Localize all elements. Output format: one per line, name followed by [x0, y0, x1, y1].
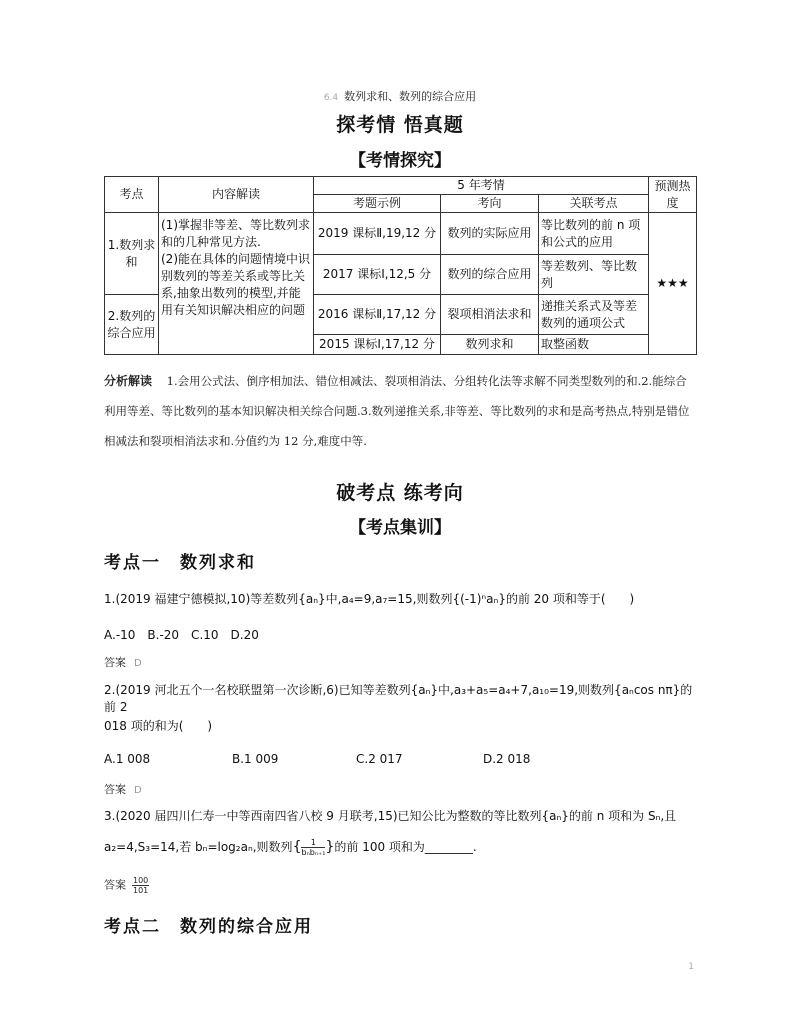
- answer-label: 答案: [104, 783, 126, 796]
- part2-subtitle: 【考点集训】: [349, 518, 451, 538]
- th-neirong: 内容解读: [159, 177, 314, 213]
- question-3-stem-line1: 3.(2020 届四川仁寿一中等西南四省八校 9 月联考,15)已知公比为整数的等比数列{aₙ}的前 n 项和为 Sₙ,且: [104, 809, 677, 823]
- cell-xiang: 数列的实际应用: [441, 213, 539, 255]
- answer-label: 答案: [104, 878, 126, 892]
- part1-title: 探考情 悟真题: [336, 114, 464, 136]
- fraction-denominator: 101: [133, 886, 149, 895]
- fraction-denominator: bₙbₙ₊₁: [301, 848, 326, 857]
- cell-xiang: 数列的综合应用: [441, 255, 539, 295]
- q3-text-a: a₂=4,S₃=14,若 bₙ=log₂aₙ,则数列: [104, 840, 293, 854]
- option-a: A.1 008: [104, 752, 151, 766]
- part2-title: 破考点 练考向: [336, 482, 464, 504]
- cell-guanlian: 取整函数: [539, 335, 649, 355]
- analysis-paragraph: [104, 366, 696, 456]
- q3-fraction: [301, 838, 325, 857]
- running-header: [0, 88, 800, 104]
- option-c: C.2 017: [356, 752, 403, 766]
- cell-guanlian: 等比数列的前 n 项和公式的应用: [539, 213, 649, 255]
- th-guanlian: 关联考点: [539, 195, 649, 213]
- kaodian2-title: 考点二 数列的综合应用: [104, 917, 313, 937]
- cell-yuce: ★★★: [649, 213, 697, 355]
- analysis-text: 1.会用公式法、倒序相加法、错位相减法、裂项相消法、分组转化法等求解不同类型数列的和.2.能综合利用等差、等比数列的基本知识解决相关综合问题.3.数列递推关系,非等差、等比数列的求和是高考热点,特别是错位相减法和裂项相消法求和.分值约为 12 分,难度中等.: [104, 374, 690, 448]
- question-1-stem: 1.(2019 福建宁德模拟,10)等差数列{aₙ}中,a₄=9,a₇=15,则数列{(-1)ⁿaₙ}的前 20 项和等于( ): [104, 592, 635, 606]
- table-row: [105, 213, 697, 255]
- answer-3: [104, 876, 149, 895]
- question-2-stem-line2: 018 项的和为( ): [104, 719, 213, 733]
- question-1-options: A.-10 B.-20 C.10 D.20: [104, 628, 259, 642]
- part1-subtitle: 【考情探究】: [349, 151, 451, 171]
- section-number: 6.4: [323, 93, 339, 103]
- option-d: D.2 018: [483, 752, 531, 766]
- kaodian1-title: 考点一 数列求和: [104, 553, 256, 573]
- section-title: 数列求和、数列的综合应用: [344, 90, 477, 103]
- cell-xiang: 数列求和: [441, 335, 539, 355]
- cell-guanlian: 等差数列、等比数列: [539, 255, 649, 295]
- neirong-item-2: (2)能在具体的问题情境中识别数列的等差关系或等比关系,抽象出数列的模型,并能用有关知识解决相应的问题: [161, 252, 310, 317]
- option-b: B.1 009: [232, 752, 279, 766]
- question-3-stem-line2: a₂=4,S₃=14,若 bₙ=log₂aₙ,则数列{ $\frac{1}{\text{bₙbₙ₊₁}}$}的前 100 项和为________.: [104, 838, 477, 857]
- q3-text-b: 的前 100 项和为________.: [334, 840, 477, 854]
- answer-2: [104, 781, 142, 797]
- th-yuce: 预测热度: [649, 177, 697, 213]
- cell-kaodian-2: 2.数列的综合应用: [105, 295, 159, 355]
- question-2-stem-line1: 2.(2019 河北五个一名校联盟第一次诊断,6)已知等差数列{aₙ}中,a₃+a₅=a₄+7,a₁₀=19,则数列{aₙcos nπ}的前 2: [104, 683, 693, 714]
- analysis-label: 分析解读: [104, 374, 153, 388]
- cell-shili: 2015 课标Ⅰ,17,12 分: [314, 335, 441, 355]
- fraction-numerator: 100: [133, 876, 149, 885]
- exam-trend-table: [104, 176, 697, 355]
- fraction-numerator: 1: [301, 838, 325, 848]
- page-number: 1: [688, 962, 694, 972]
- answer-choice: D: [134, 658, 142, 669]
- th-shili: 考题示例: [314, 195, 441, 213]
- answer-label: 答案: [104, 656, 126, 669]
- cell-xiang: 裂项相消法求和: [441, 295, 539, 335]
- cell-shili: 2016 课标Ⅱ,17,12 分: [314, 295, 441, 335]
- answer-fraction: [132, 876, 149, 895]
- th-wunian: 5 年考情: [314, 177, 649, 195]
- answer-choice: D: [134, 785, 142, 796]
- neirong-item-1: (1)掌握非等差、等比数列求和的几种常见方法.: [161, 218, 310, 249]
- cell-shili: 2019 课标Ⅱ,19,12 分: [314, 213, 441, 255]
- th-xiang: 考向: [441, 195, 539, 213]
- cell-neirong: [159, 213, 314, 355]
- answer-1: [104, 654, 142, 670]
- cell-guanlian: 递推关系式及等差数列的通项公式: [539, 295, 649, 335]
- cell-kaodian-1: 1.数列求和: [105, 213, 159, 295]
- cell-shili: 2017 课标Ⅰ,12,5 分: [314, 255, 441, 295]
- th-kaodian: 考点: [105, 177, 159, 213]
